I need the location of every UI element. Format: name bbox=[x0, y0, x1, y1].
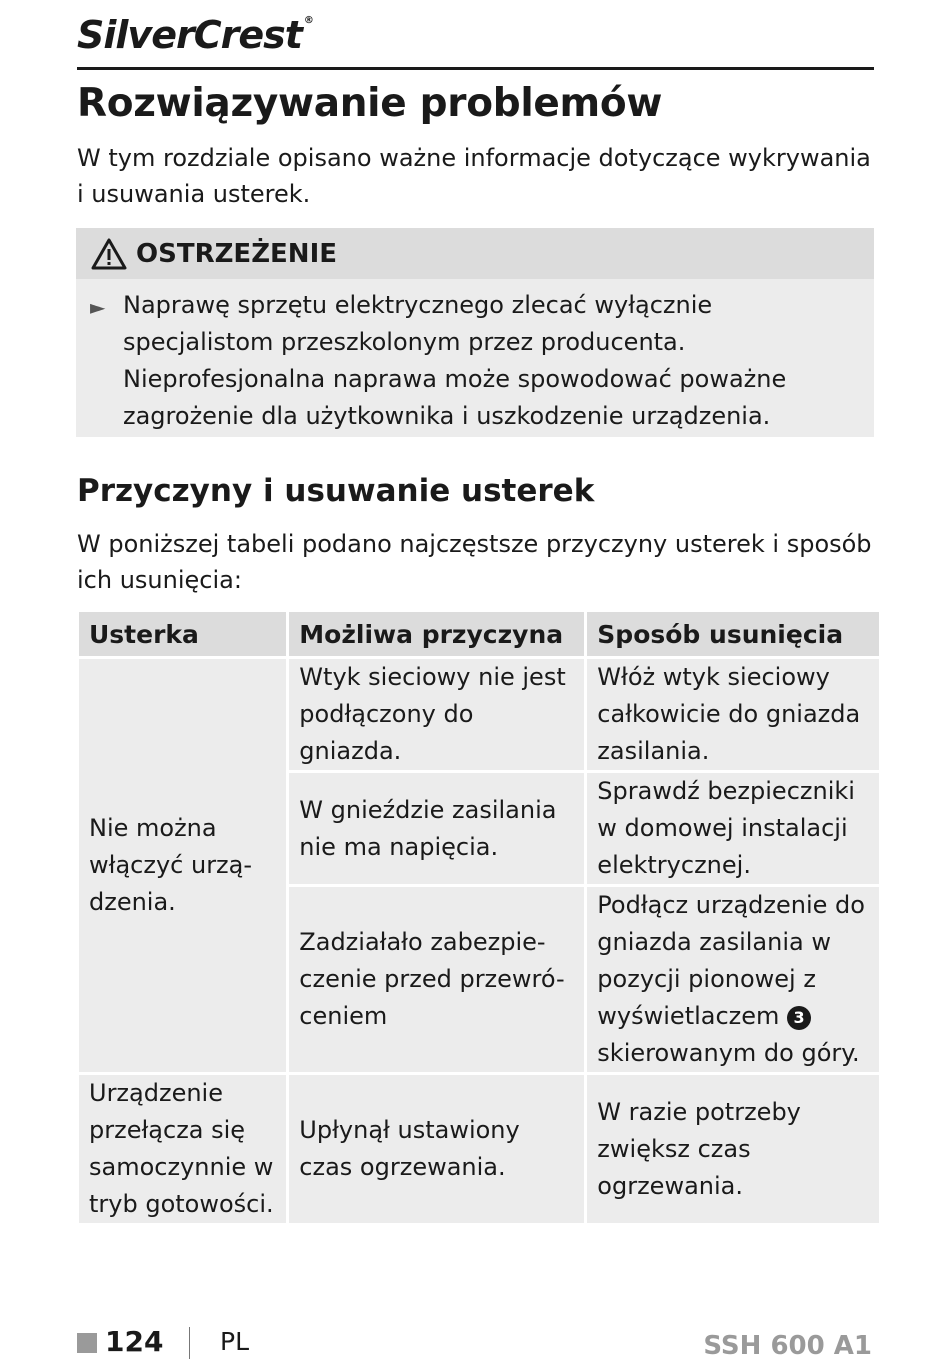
header-remedy: Sposób usunięcia bbox=[587, 612, 879, 656]
brand-name: SilverCrest bbox=[77, 13, 302, 57]
table-header-row bbox=[79, 612, 879, 656]
troubleshooting-table bbox=[76, 609, 882, 1226]
warning-header bbox=[76, 228, 874, 279]
cause-cell: Wtyk sieciowy nie jest podłączony do gniazda. bbox=[289, 659, 584, 770]
cause-cell: Upłynął ustawiony czas ogrzewania. bbox=[289, 1075, 584, 1223]
header-cause: Możliwa przyczyna bbox=[289, 612, 584, 656]
remedy-cell: W razie potrzeby zwiększ czas ogrzewania. bbox=[587, 1075, 879, 1223]
brand-logo bbox=[77, 13, 313, 57]
warning-body bbox=[76, 279, 874, 435]
warning-label: OSTRZEŻENIE bbox=[136, 238, 338, 269]
footer-divider bbox=[189, 1327, 190, 1359]
warning-text: Naprawę sprzętu elektrycznego zlecać wyłącznie specjalistom przeszkolonym przez producenta. Nieprofesjonalna naprawa może spowodować poważne zagrożenie dla użytkownika i uszkodzenie urządzenia. bbox=[123, 291, 787, 430]
remedy-cell: Sprawdź bezpieczniki w domowej instalacji elektrycznej. bbox=[587, 773, 879, 884]
fault-cell: Urządzenie przełącza się samoczynnie w tryb gotowości. bbox=[79, 1075, 286, 1223]
cause-cell: Zadziałało zabezpie-czenie przed przewró-ceniem bbox=[289, 887, 584, 1072]
remedy-cell bbox=[587, 887, 879, 1072]
table-row bbox=[79, 659, 879, 770]
header-fault: Usterka bbox=[79, 612, 286, 656]
page-title: Rozwiązywanie problemów bbox=[77, 81, 663, 126]
remedy-text-end: skierowanym do góry. bbox=[597, 1039, 860, 1067]
language-code: PL bbox=[220, 1327, 250, 1356]
warning-triangle-icon bbox=[90, 237, 128, 271]
remedy-text: Podłącz urządzenie do gniazda zasilania w pozycji pionowej z wyświetlaczem bbox=[597, 891, 865, 1030]
page-number: 124 bbox=[105, 1325, 164, 1358]
header-rule bbox=[77, 67, 874, 70]
section-title: Przyczyny i usuwanie usterek bbox=[77, 473, 595, 509]
warning-box bbox=[76, 228, 874, 437]
table-row bbox=[79, 1075, 879, 1223]
cause-cell: W gnieździe zasilania nie ma napięcia. bbox=[289, 773, 584, 884]
registered-mark: ® bbox=[303, 15, 313, 26]
intro-text: W tym rozdziale opisano ważne informacje dotyczące wykrywania i usuwania usterek. bbox=[77, 144, 871, 208]
footer-square-icon bbox=[77, 1333, 97, 1353]
fault-cell: Nie można włączyć urzą-dzenia. bbox=[79, 659, 286, 1072]
model-number: SSH 600 A1 bbox=[703, 1331, 872, 1361]
bullet-arrow-icon: ► bbox=[90, 295, 106, 319]
remedy-cell: Włóż wtyk sieciowy całkowicie do gniazda zasilania. bbox=[587, 659, 879, 770]
section-intro: W poniższej tabeli podano najczęstsze przyczyny usterek i sposób ich usunięcia: bbox=[77, 530, 872, 594]
display-reference-badge: 3 bbox=[787, 1006, 811, 1030]
